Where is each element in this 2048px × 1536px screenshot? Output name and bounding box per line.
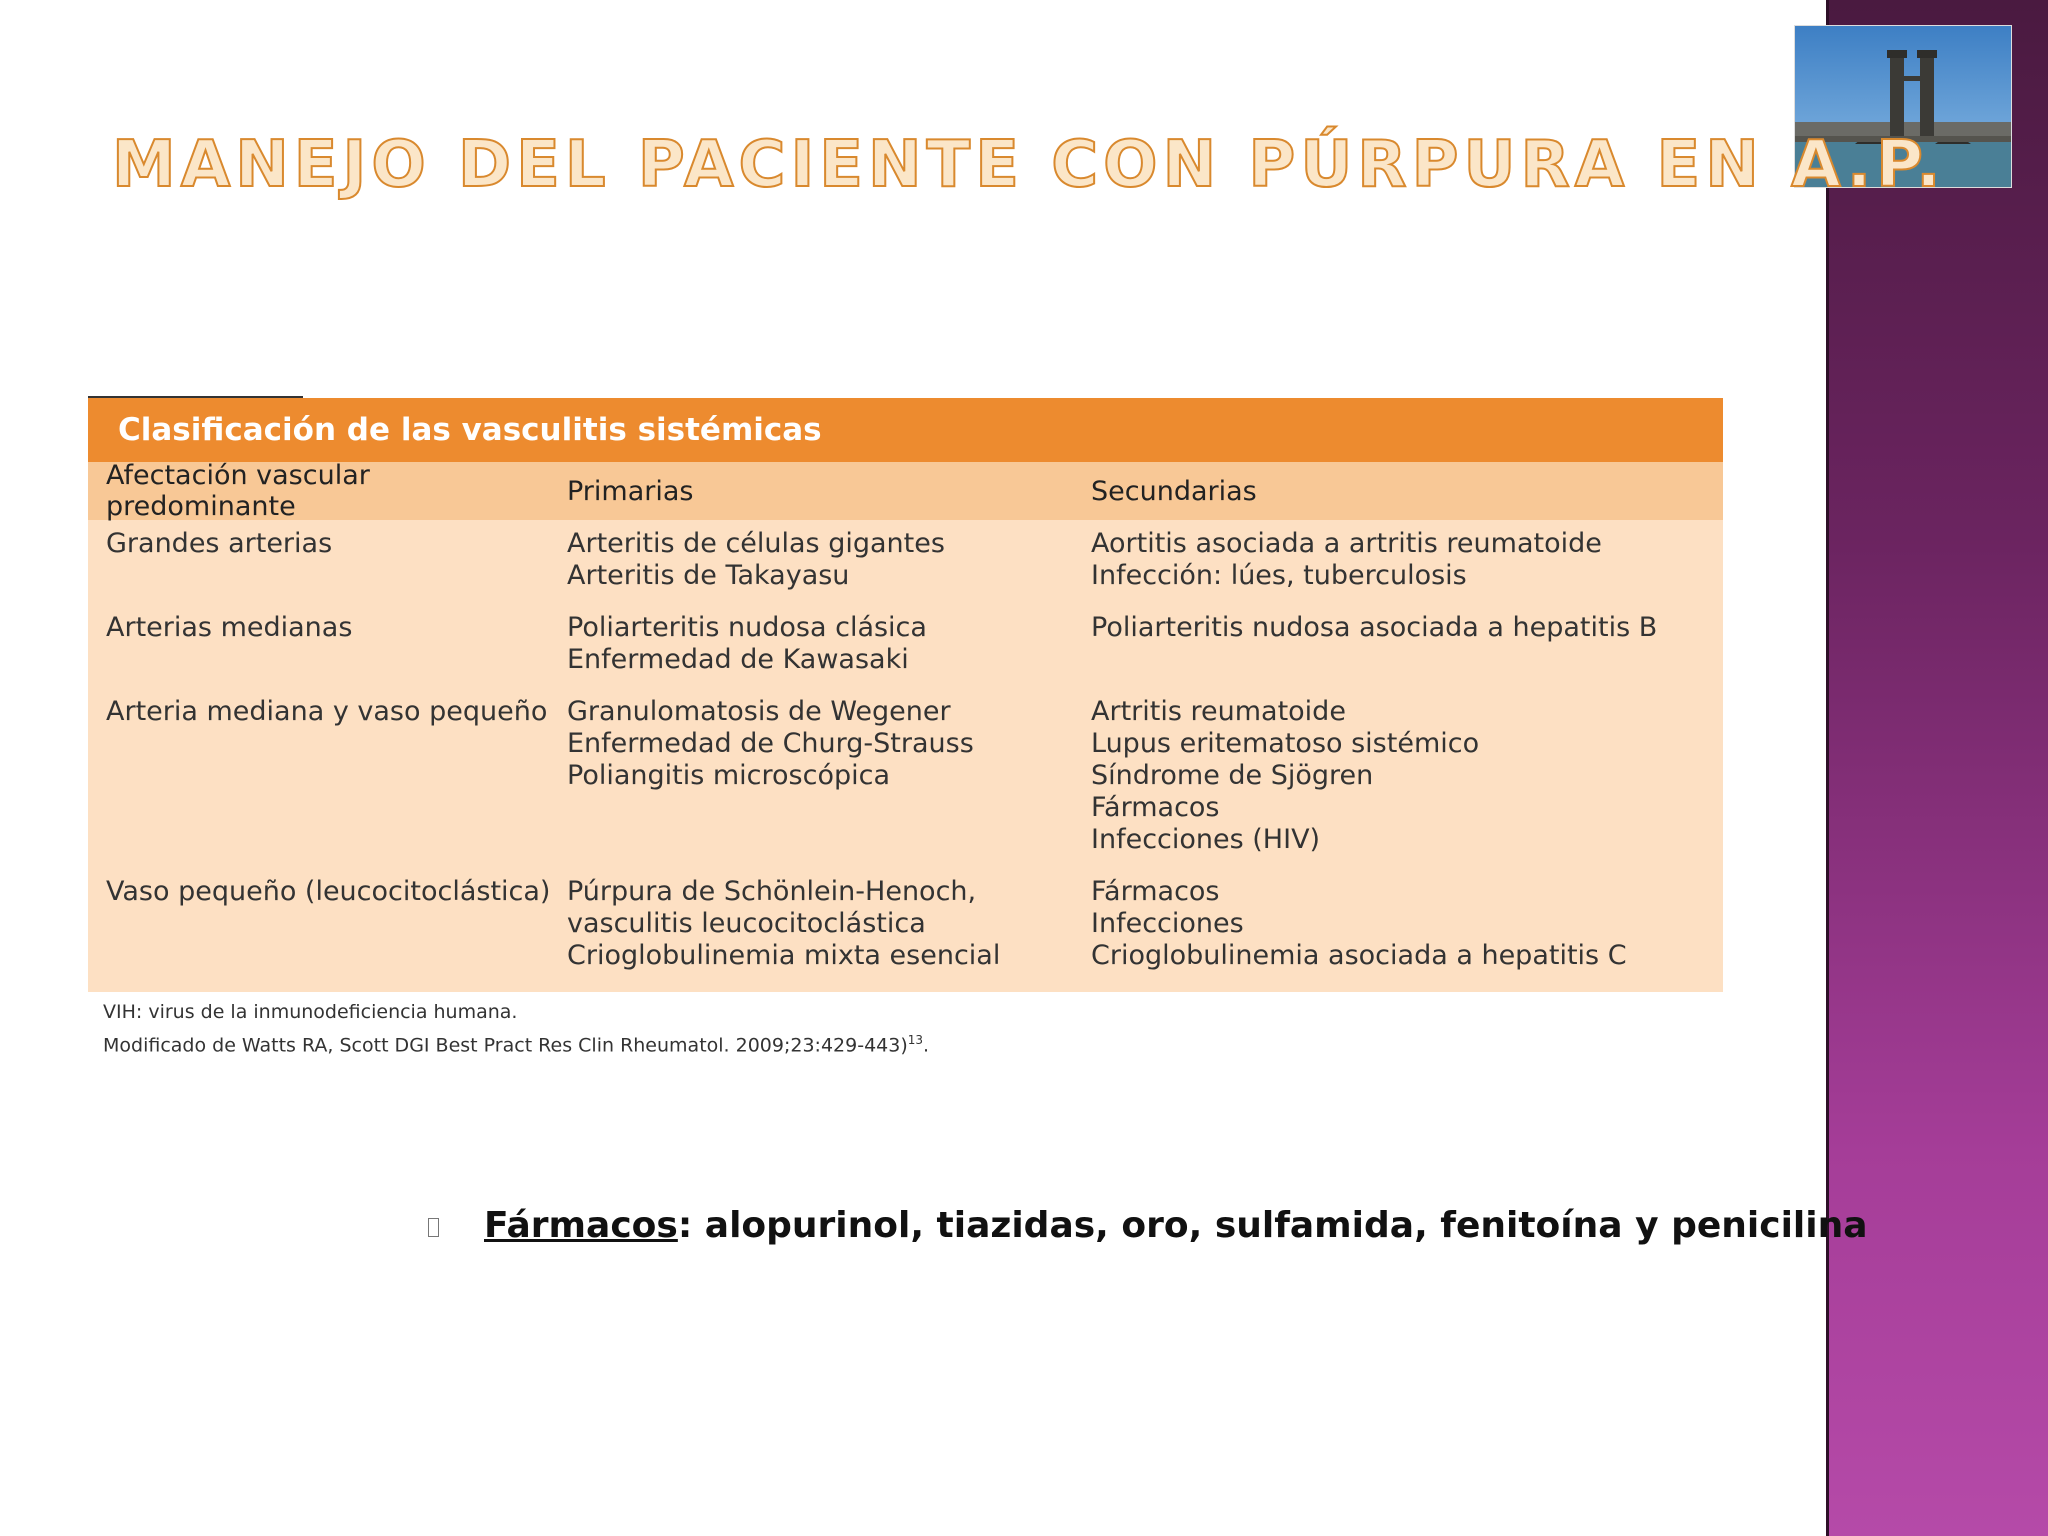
secondary-entry: Aortitis asociada a artritis reumatoide <box>1091 528 1602 559</box>
table-caption: Clasificación de las vasculitis sistémicas <box>88 398 1723 462</box>
column-headers <box>88 462 1723 520</box>
primary-entry: Enfermedad de Churg-Strauss <box>567 728 974 759</box>
primary-entry: Púrpura de Schönlein-Henoch, <box>567 876 977 907</box>
primary-entry: Poliangitis microscópica <box>567 760 891 791</box>
bullet-icon <box>428 1218 439 1237</box>
secondary-entry: Fármacos <box>1091 876 1220 907</box>
table-footnote <box>103 998 929 1059</box>
vessel-cell: Arteria mediana y vaso pequeño <box>106 696 548 727</box>
table-body <box>88 520 1723 992</box>
primary-entry: vasculitis leucocitoclástica <box>567 908 926 939</box>
column-header-vessel: Afectación vascular predominante <box>106 460 370 522</box>
bullet-label: Fármacos <box>484 1205 678 1246</box>
primary-cell <box>567 528 1091 592</box>
secondary-entry: Infecciones (HIV) <box>1091 824 1321 855</box>
primary-cell <box>567 876 1091 972</box>
bullet-separator: : <box>677 1205 693 1246</box>
secondary-entry: Crioglobulinemia asociada a hepatitis C <box>1091 940 1627 971</box>
table-row <box>88 612 1723 676</box>
primary-entry: Granulomatosis de Wegener <box>567 696 951 727</box>
footnote-source <box>103 1026 929 1059</box>
vessel-cell: Vaso pequeño (leucocitoclástica) <box>106 876 551 907</box>
secondary-entry: Artritis reumatoide <box>1091 696 1346 727</box>
decorative-sidebar <box>1826 0 2048 1536</box>
vessel-cell: Grandes arterias <box>106 528 333 559</box>
primary-entry: Crioglobulinemia mixta esencial <box>567 940 1001 971</box>
table-row <box>88 876 1723 972</box>
secondary-entry: Infección: lúes, tuberculosis <box>1091 560 1467 591</box>
footnote-citation: Modificado de Watts RA, Scott DGI Best Pract Res Clin Rheumatol. 2009;23:429-443) <box>103 1034 908 1057</box>
secondary-cell <box>1091 612 1723 676</box>
secondary-cell <box>1091 696 1723 856</box>
secondary-entry: Infecciones <box>1091 908 1244 939</box>
secondary-entry: Poliarteritis nudosa asociada a hepatitis B <box>1091 612 1658 643</box>
secondary-cell <box>1091 876 1723 972</box>
page-title: MANEJO DEL PACIENTE CON PÚRPURA EN A.P. <box>112 128 1946 202</box>
column-header-secondary: Secundarias <box>1091 475 1257 507</box>
primary-cell <box>567 696 1091 856</box>
vessel-cell: Arterias medianas <box>106 612 353 643</box>
secondary-entry: Lupus eritematoso sistémico <box>1091 728 1480 759</box>
footnote-period: . <box>923 1034 930 1057</box>
secondary-cell <box>1091 528 1723 592</box>
column-header-primary: Primarias <box>567 475 694 507</box>
primary-entry: Poliarteritis nudosa clásica <box>567 612 927 643</box>
primary-cell <box>567 612 1091 676</box>
vasculitis-table <box>88 398 1723 992</box>
sidebar-edge <box>1826 0 1829 1536</box>
footnote-reference: 13 <box>907 1033 924 1047</box>
table-row <box>88 528 1723 592</box>
primary-entry: Enfermedad de Kawasaki <box>567 644 909 675</box>
primary-entry: Arteritis de Takayasu <box>567 560 850 591</box>
bullet-content: alopurinol, tiazidas, oro, sulfamida, fenitoína y penicilina <box>692 1205 1868 1246</box>
footnote-abbreviation: VIH: virus de la inmunodeficiencia humana. <box>103 1001 518 1023</box>
secondary-entry: Síndrome de Sjögren <box>1091 760 1374 791</box>
bullet-text <box>484 1205 1868 1246</box>
table-row <box>88 696 1723 856</box>
secondary-entry: Fármacos <box>1091 792 1220 823</box>
drug-bullet <box>428 1205 1868 1246</box>
primary-entry: Arteritis de células gigantes <box>567 528 945 559</box>
